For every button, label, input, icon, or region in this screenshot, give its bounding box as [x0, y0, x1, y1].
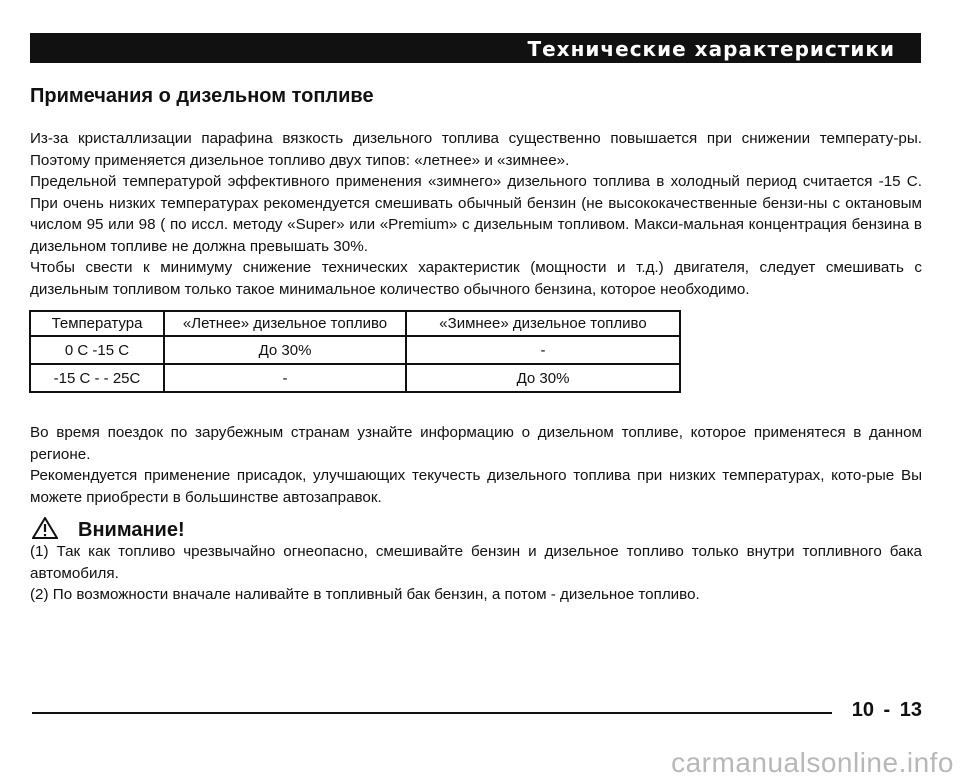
body-paragraph: Во время поездок по зарубежным странам узнайте информацию о дизельном топливе, которое применятеся в данном регионе. [30, 424, 922, 463]
table-cell: До 30% [164, 336, 406, 364]
warning-title: Внимание! [78, 518, 185, 541]
fuel-table [29, 310, 681, 393]
intro-paragraph: Из-за кристаллизации парафина вязкость дизельного топлива существенно повышается при снижении температу-ры. Поэтому применяется дизельное топливо двух типов: «летнее» и «зимнее». [30, 130, 922, 169]
table-cell: - [406, 336, 680, 364]
table-header-row [30, 311, 680, 336]
warning-item: (1) Так как топливо чрезвычайно огнеопасно, смешивайте бензин и дизельное топливо только внутри топливного бака автомобиля. [30, 543, 922, 582]
table-cell: До 30% [406, 364, 680, 392]
watermark: carmanualsonline.info [671, 747, 954, 778]
after-table-text [30, 422, 922, 508]
header-title: Технические характеристики [527, 37, 895, 61]
section-title: Примечания о дизельном топливе [30, 85, 374, 107]
table-header-cell: «Летнее» дизельное топливо [164, 311, 406, 336]
intro-paragraph: Чтобы свести к минимуму снижение технических характеристик (мощности и т.д.) двигателя, следует смешивать с дизельным топливом только такое минимальное количество обычного бензина, которое необходимо. [30, 259, 922, 298]
table-cell: -15 С - - 25С [30, 364, 164, 392]
warning-heading [32, 518, 185, 542]
table-row [30, 336, 680, 364]
table-cell: 0 С -15 С [30, 336, 164, 364]
warning-triangle-icon [32, 517, 58, 544]
header-bar [30, 33, 921, 63]
warning-list [30, 541, 922, 606]
body-paragraph: Рекомендуется применение присадок, улучшающих текучесть дизельного топлива при низких температурах, кото-рые Вы можете приобрести в большинстве автозаправок. [30, 467, 922, 506]
intro-paragraph: Предельной температурой эффективного применения «зимнего» дизельного топлива в холодный период считается -15 С. При очень низких температурах рекомендуется смешивать обычный бензин (не высококачественные бензи-ны с октановым числом 95 или 98 ( по иссл. методу «Super» или «Premium» с дизельным топливом. Макси-мальная концентрация бензина в дизельном топливе не должна превышать 30%. [30, 173, 922, 255]
table-row [30, 364, 680, 392]
warning-item: (2) По возможности вначале наливайте в топливный бак бензин, а потом - дизельное топливо. [30, 586, 700, 603]
table-header-cell: «Зимнее» дизельное топливо [406, 311, 680, 336]
table-header-cell: Температура [30, 311, 164, 336]
table-cell: - [164, 364, 406, 392]
intro-text [30, 128, 922, 300]
page-number: 10 - 13 [851, 699, 922, 721]
footer-rule [32, 712, 832, 714]
